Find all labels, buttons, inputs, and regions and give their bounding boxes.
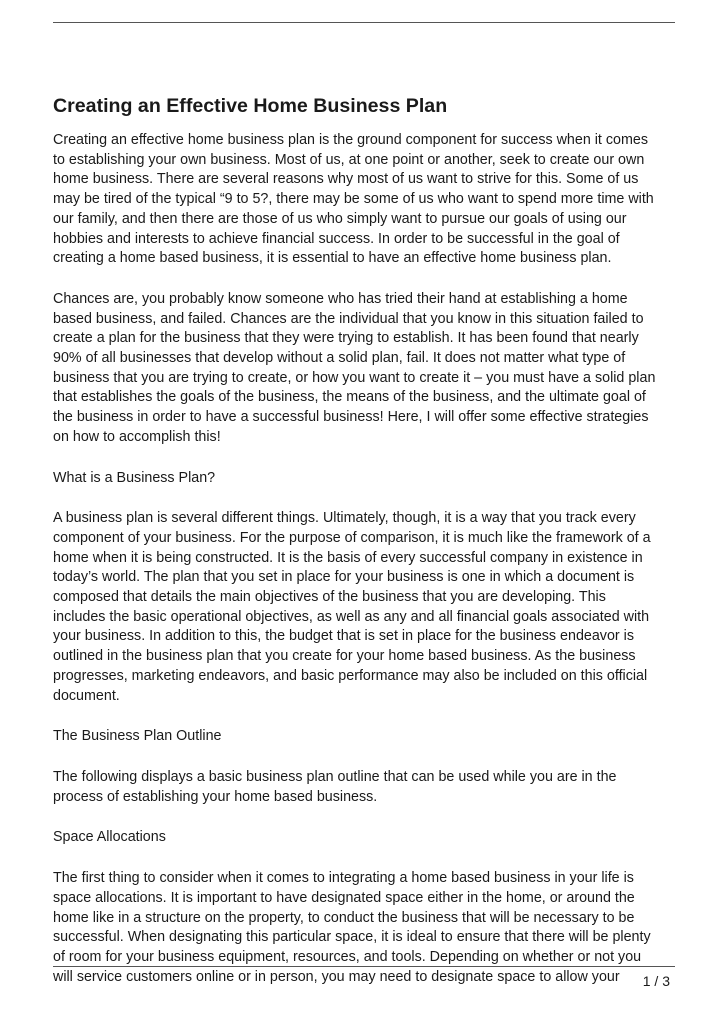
- text-line: component of your business. For the purpose of comparison, it is much like the framework of a: [53, 529, 651, 546]
- text-line: space allocations. It is important to have designated space either in the home, or around the: [53, 889, 635, 906]
- text-line: process of establishing your home based business.: [53, 788, 378, 805]
- text-line: of room for your business equipment, resources, and tools. Depending on whether or not you: [53, 948, 642, 965]
- text-line: includes the basic operational objectives, as well as any and all financial goals associated with: [53, 608, 650, 625]
- text-line: The following displays a basic business plan outline that can be used while you are in the: [53, 768, 617, 785]
- text-line: home like in a structure on the property, to conduct the business that will be necessary to be: [53, 909, 635, 926]
- paragraph-5: [53, 869, 677, 987]
- header-rule: [53, 22, 675, 23]
- paragraph-4: [53, 768, 677, 807]
- text-line: composed that details the main objectives of the business that you are developing. This: [53, 589, 606, 606]
- section-heading-business-plan: What is a Business Plan?: [53, 469, 216, 486]
- text-line: The first thing to consider when it comes to integrating a home based business in your life is: [53, 870, 634, 887]
- text-line: successful. When designating this particular space, it is ideal to ensure that there will be plenty: [53, 929, 651, 946]
- text-line: A business plan is several different things. Ultimately, though, it is a way that you track every: [53, 510, 636, 527]
- text-line: to establishing your own business. Most of us, at one point or another, seek to create our own: [53, 151, 645, 168]
- text-line: 90% of all businesses that develop without a solid plan, fail. It does not matter what type of: [53, 350, 626, 367]
- paragraph-2: [53, 290, 677, 448]
- text-line: create a plan for the business that they were trying to establish. It has been found that nearly: [53, 330, 639, 347]
- text-line: hobbies and interests to achieve financial success. In order to be successful in the goal of: [53, 230, 620, 247]
- text-line: that establishes the goals of the business, the means of the business, and the ultimate goal of: [53, 389, 646, 406]
- text-line: today’s world. The plan that you set in place for your business is one in which a document is: [53, 569, 635, 586]
- section-heading-outline: The Business Plan Outline: [53, 728, 222, 745]
- text-line: creating a home based business, it is essential to have an effective home business plan.: [53, 250, 612, 267]
- section-heading-space-allocations: Space Allocations: [53, 829, 166, 846]
- text-line: based business, and failed. Chances are the individual that you know in this situation failed to: [53, 310, 644, 327]
- text-line: will service customers online or in person, you may need to designate space to allow your: [53, 968, 620, 985]
- document-body: [53, 92, 677, 1008]
- paragraph-1: [53, 131, 677, 269]
- document-title: Creating an Effective Home Business Plan: [53, 95, 448, 117]
- text-line: home when it is being constructed. It is the basis of every successful company in existence in: [53, 549, 643, 566]
- text-line: document.: [53, 687, 120, 704]
- text-line: progresses, marketing endeavors, and basic performance may also be included on this official: [53, 667, 648, 684]
- text-line: outlined in the business plan that you create for your home based business. As the business: [53, 648, 636, 665]
- text-line: our family, and then there are those of us who simply want to pursue our goals of using our: [53, 210, 627, 227]
- text-line: Chances are, you probably know someone who has tried their hand at establishing a home: [53, 290, 628, 307]
- text-line: on how to accomplish this!: [53, 428, 221, 445]
- text-line: home business. There are several reasons why most of us want to strive for this. Some of us: [53, 171, 639, 188]
- page-number: 1 / 3: [642, 973, 670, 989]
- text-line: business that you are trying to create, or how you want to create it – you must have a solid plan: [53, 369, 656, 386]
- text-line: may be tired of the typical “9 to 5?, there may be some of us who want to spend more time with: [53, 191, 654, 208]
- text-line: your business. In addition to this, the budget that is set in place for the business endeavor is: [53, 628, 634, 645]
- text-line: Creating an effective home business plan is the ground component for success when it comes: [53, 132, 648, 148]
- footer-rule: [53, 966, 675, 967]
- text-line: the business in order to have a successful business! Here, I will offer some effective strategies: [53, 409, 649, 426]
- paragraph-3: [53, 509, 677, 706]
